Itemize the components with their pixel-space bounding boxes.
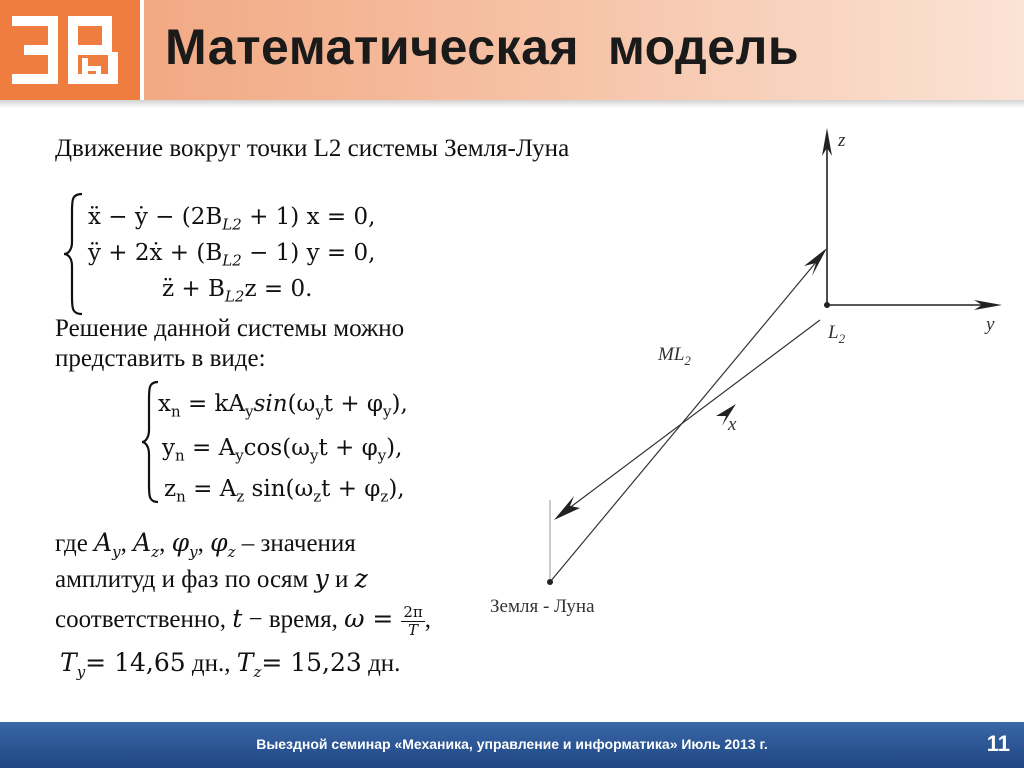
ml2-line (550, 255, 822, 582)
logo-icon (12, 8, 128, 92)
footer-bar (0, 722, 1024, 768)
logo-divider (140, 0, 144, 100)
solution-eq-x: $x_n = kA_y\sin(\omega_yt + \varphi_y)$, (158, 391, 408, 421)
where-line2: амплитуд и фаз по осям y и z (55, 564, 368, 593)
where-line4: $T_y= 14,65$ дн., $T_z= 15,23$ дн. (60, 648, 401, 681)
footer-text: Выездной семинар «Механика, управление и информатика» Июль 2013 г. (256, 736, 768, 752)
y-axis-label: y (986, 314, 995, 335)
solution-eq-y: $y_n = A_y\cos(\omega_yt + \varphi_y)$, (162, 435, 403, 465)
x-axis (564, 320, 820, 512)
ml2-label: $ML_2$ (658, 344, 691, 368)
page-number: 11 (986, 731, 1010, 756)
x-axis-label: x (728, 414, 737, 435)
where-line3: соответственно, t − время, ω = $\frac{2\pi}{T}$ , (55, 603, 431, 639)
system1-brace (62, 192, 84, 316)
l2-label: $L_2$ (828, 322, 846, 346)
l2-diagram (490, 120, 1020, 617)
system1-eq1: ẍ − ẏ − $(2B_{L2} + 1) x = 0$, (88, 204, 376, 234)
system2-brace (140, 380, 160, 504)
solution-eq-z: $z_n = A_z$ $\sin(\omega_zt + \varphi_z)$, (164, 476, 405, 506)
omega-fraction: $\frac{2\pi}{T}$ (403, 603, 423, 639)
x-axis-arrow-lower (554, 496, 580, 520)
header-shadow (0, 100, 1024, 108)
solution-text-line1: Решение данной системы можно (55, 315, 405, 342)
page-title: Математическая модель (165, 19, 800, 75)
earth-moon-label: Земля - Луна (490, 596, 595, 617)
z-axis-label: z (838, 130, 846, 151)
intro-text: Движение вокруг точки L2 системы Земля-Луна (55, 135, 570, 162)
l2-point (824, 302, 830, 308)
system1-eq3: z̈ + $B_{L2}z = 0$. (162, 276, 313, 306)
system1-eq2: ÿ + 2ẋ + $(B_{L2} - 1) y = 0$, (88, 240, 376, 270)
logo (0, 0, 140, 100)
earth-moon-point (547, 579, 553, 585)
where-line1: где $A_y$, $A_z$, $\varphi_y$, $\varphi_z$ – значения (55, 528, 356, 561)
solution-text-line2: представить в виде: (55, 345, 266, 372)
